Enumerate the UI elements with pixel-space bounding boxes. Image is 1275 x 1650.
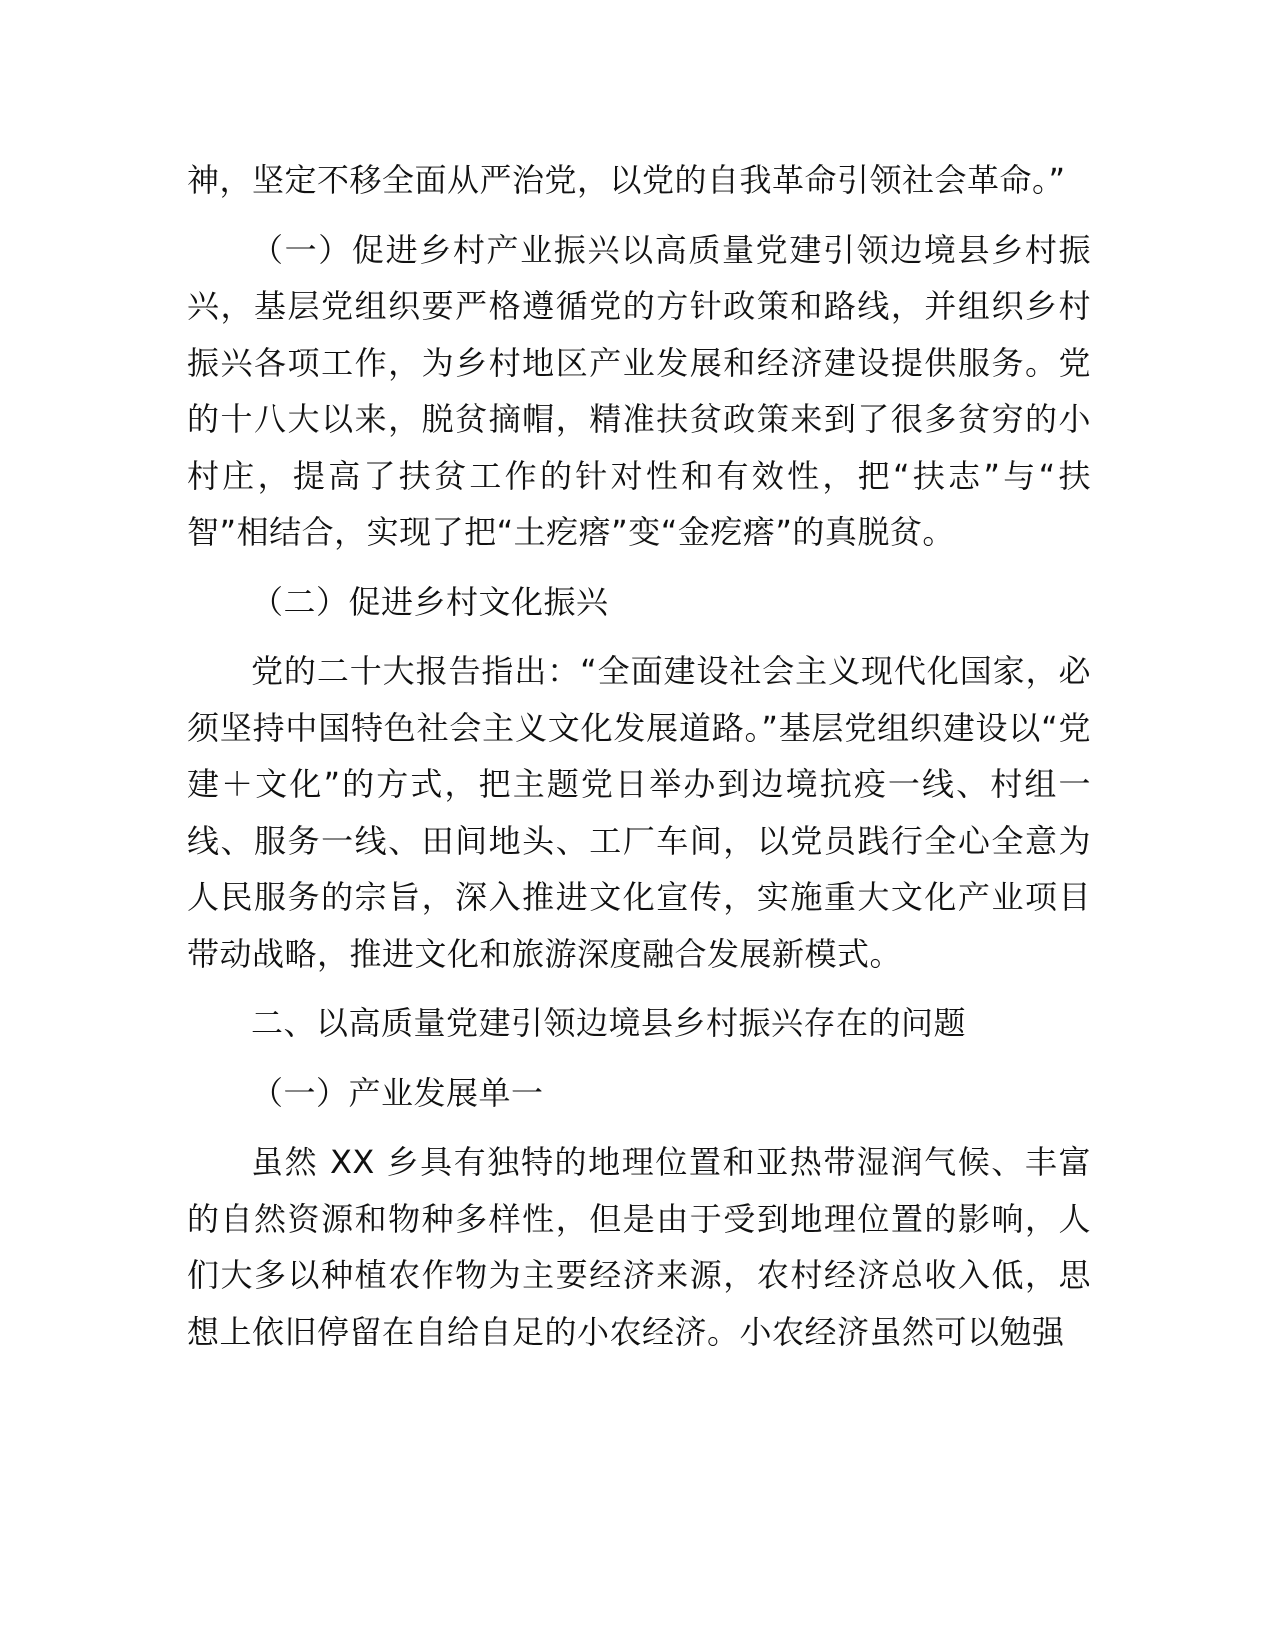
- heading-section-two: 二、以高质量党建引领边境县乡村振兴存在的问题: [251, 1004, 967, 1042]
- paragraph-industry-revitalization: （一）促进乡村产业振兴以高质量党建引领边境县乡村振兴，基层党组织要严格遵循党的方针政策和路线，并组织乡村振兴各项工作，为乡村地区产业发展和经济建设提供服务。党的十八大以来，脱贫摘帽，精准扶贫政策来到了很多贫穷的小村庄，提高了扶贫工作的针对性和有效性，把“扶志”与“扶智”相结合，实现了把“土疙瘩”变“金疙瘩”的真脱贫。: [187, 230, 1091, 551]
- document-body: [187, 152, 1091, 1373]
- paragraph-culture-revitalization: 党的二十大报告指出：“全面建设社会主义现代化国家，必须坚持中国特色社会主义文化发展道路。”基层党组织建设以“党建＋文化”的方式，把主题党日举办到边境抗疫一线、村组一线、服务一线、田间地头、工厂车间，以党员践行全心全意为人民服务的宗旨，深入推进文化宣传，实施重大文化产业项目带动战略，推进文化和旅游深度融合发展新模式。: [187, 652, 1091, 973]
- heading-culture-revitalization: （二）促进乡村文化振兴: [251, 582, 609, 621]
- heading-single-industry: （一）产业发展单一: [251, 1073, 544, 1112]
- paragraph-continuation: 神，坚定不移全面从严治党，以党的自我革命引领社会革命。”: [187, 161, 1066, 199]
- paragraph-single-industry: 虽然 XX 乡具有独特的地理位置和亚热带湿润气候、丰富的自然资源和物种多样性，但是由于受到地理位置的影响，人们大多以种植农作物为主要经济来源，农村经济总收入低，思想上依旧停留在自给自足的小农经济。小农经济虽然可以勉强: [187, 1143, 1091, 1351]
